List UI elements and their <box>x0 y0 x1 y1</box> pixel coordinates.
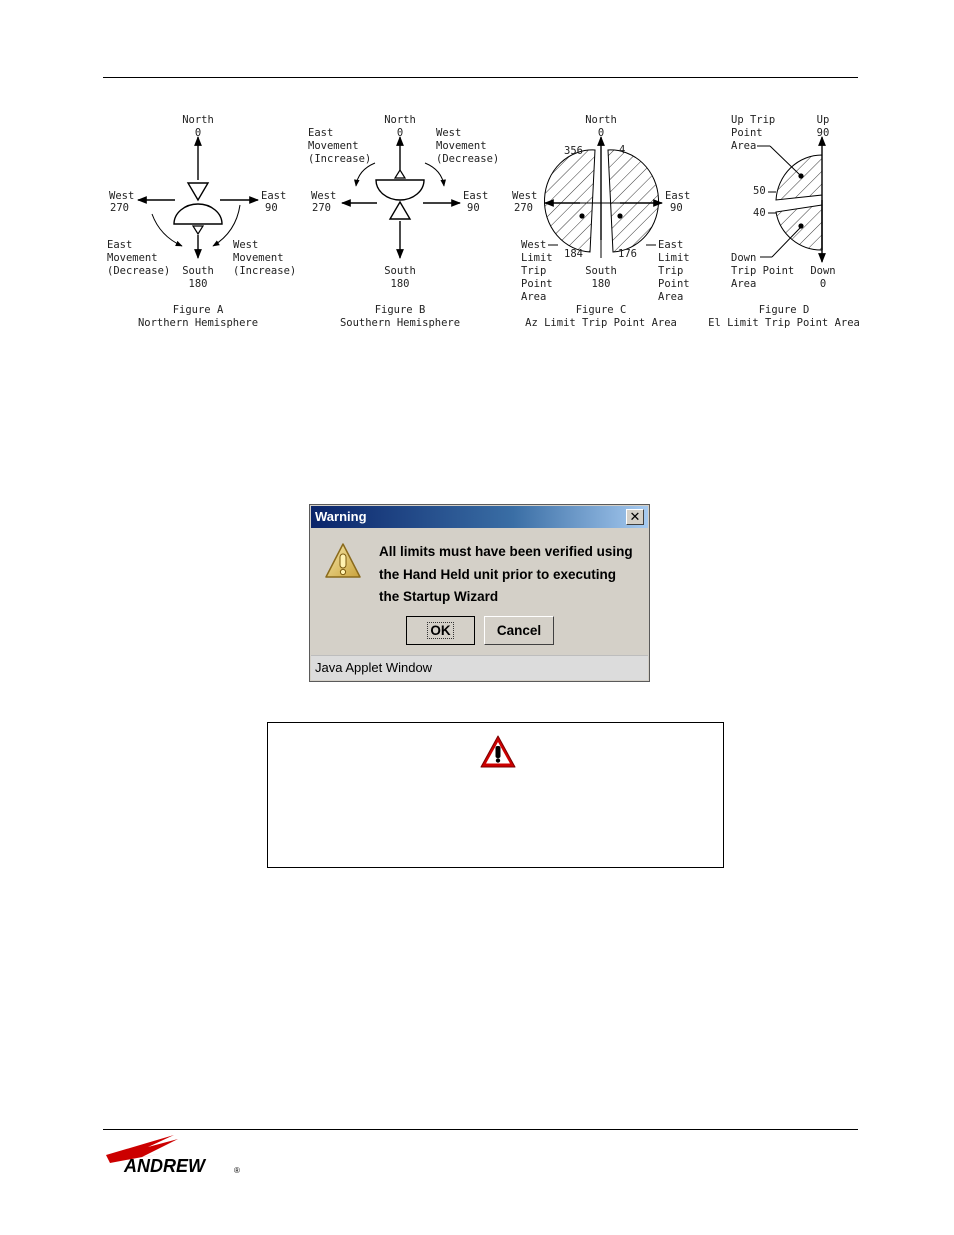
fig-c-west-limit-3: Trip <box>521 265 547 277</box>
fig-c-west-val: 270 <box>514 202 533 214</box>
logo-registered-mark: ® <box>234 1166 240 1175</box>
fig-a-east-move-2: Movement <box>107 252 158 264</box>
fig-c-west-limit-5: Area <box>521 291 547 303</box>
fig-c-east: East <box>665 190 691 202</box>
fig-d-up-trip-2: Point <box>731 127 763 139</box>
az-el-figures <box>0 0 954 340</box>
fig-a-west-move-1: West <box>233 239 259 251</box>
fig-b-north-val: 0 <box>396 127 404 139</box>
fig-a-east-val: 90 <box>265 202 278 214</box>
fig-d-down-trip-2: Trip Point <box>731 265 795 277</box>
fig-a-east: East <box>261 190 287 202</box>
fig-d-caption-2: El Limit Trip Point Area <box>708 317 860 329</box>
andrew-logo <box>104 1133 249 1178</box>
fig-a-south: South <box>182 265 214 277</box>
cancel-button[interactable] <box>484 616 554 645</box>
fig-d-caption-1: Figure D <box>758 304 810 316</box>
fig-b-caption-2: Southern Hemisphere <box>339 317 461 329</box>
fig-a-west-move-3: (Increase) <box>233 265 297 277</box>
fig-c-west: West <box>512 190 538 202</box>
fig-a-north-val: 0 <box>194 127 202 139</box>
fig-d-down-trip-3: Area <box>731 278 757 290</box>
fig-a-east-move-1: East <box>107 239 133 251</box>
fig-b-east-move-3: (Increase) <box>308 153 372 165</box>
fig-c-east-val: 90 <box>670 202 683 214</box>
figure-a <box>107 114 296 329</box>
fig-d-40: 40 <box>753 207 766 219</box>
close-icon: ✕ <box>629 509 641 524</box>
figure-c <box>512 114 690 329</box>
fig-c-356: 356 <box>564 145 583 157</box>
fig-b-west-move-3: (Decrease) <box>436 153 500 165</box>
figure-d <box>708 114 860 329</box>
fig-a-north: North <box>182 114 214 126</box>
cancel-button-label: Cancel <box>496 623 542 638</box>
fig-b-west-val: 270 <box>312 202 331 214</box>
fig-b-west: West <box>311 190 337 202</box>
applet-footer <box>311 655 648 680</box>
dialog-message <box>379 541 644 609</box>
fig-a-caption-2: Northern Hemisphere <box>137 317 259 329</box>
fig-a-west-move-2: Movement <box>233 252 284 264</box>
fig-d-50: 50 <box>753 185 766 197</box>
fig-a-west-val: 270 <box>110 202 129 214</box>
fig-a-south-val: 180 <box>188 278 208 290</box>
fig-a-caption-1: Figure A <box>172 304 224 316</box>
fig-c-east-limit-2: Limit <box>658 252 690 264</box>
fig-c-east-limit-1: East <box>658 239 684 251</box>
fig-c-south: South <box>585 265 617 277</box>
dialog-title: Warning <box>315 509 367 524</box>
fig-c-west-limit-2: Limit <box>521 252 553 264</box>
fig-b-east-val: 90 <box>467 202 480 214</box>
fig-b-south: South <box>384 265 416 277</box>
fig-d-up-val: 90 <box>816 127 830 139</box>
fig-c-184: 184 <box>564 248 583 260</box>
fig-c-caption-1: Figure C <box>575 304 627 316</box>
dialog-titlebar[interactable] <box>311 506 648 528</box>
fig-c-east-limit-5: Area <box>658 291 684 303</box>
logo-text: ANDREW <box>124 1156 205 1176</box>
fig-b-east-move-2: Movement <box>308 140 359 152</box>
fig-c-caption-2: Az Limit Trip Point Area <box>525 317 677 329</box>
fig-c-east-limit-4: Point <box>658 278 690 290</box>
ok-button-label: OK <box>427 622 453 639</box>
footer-rule <box>103 1129 858 1130</box>
fig-d-down: Down <box>810 265 836 277</box>
applet-footer-text: Java Applet Window <box>315 660 433 675</box>
fig-b-south-val: 180 <box>390 278 410 290</box>
fig-b-east-move-1: East <box>308 127 334 139</box>
fig-b-north: North <box>384 114 416 126</box>
fig-c-south-val: 180 <box>591 278 611 290</box>
fig-b-west-move-1: West <box>436 127 462 139</box>
fig-b-caption-1: Figure B <box>374 304 426 316</box>
fig-b-west-move-2: Movement <box>436 140 487 152</box>
fig-d-up-trip-1: Up Trip <box>731 114 776 126</box>
fig-d-up-trip-3: Area <box>731 140 757 152</box>
close-button[interactable] <box>626 509 644 525</box>
dialog-message-line-2: the Hand Held unit prior to executing <box>379 566 617 582</box>
fig-d-down-val: 0 <box>819 278 827 290</box>
fig-c-west-limit-1: West <box>521 239 547 251</box>
fig-d-down-trip-1: Down <box>731 252 757 264</box>
dialog-message-line-3: the Startup Wizard <box>379 589 499 604</box>
warning-triangle-icon <box>323 541 363 581</box>
ok-button[interactable] <box>406 616 475 645</box>
fig-c-east-limit-3: Trip <box>658 265 684 277</box>
dialog-message-line-1: All limits must have been verified using <box>379 544 633 559</box>
warning-dialog <box>309 504 650 682</box>
fig-d-up: Up <box>816 114 830 126</box>
fig-a-east-move-3: (Decrease) <box>107 265 171 277</box>
fig-c-north-val: 0 <box>597 127 605 139</box>
fig-c-west-limit-4: Point <box>521 278 553 290</box>
caution-box <box>267 722 724 868</box>
fig-c-north: North <box>585 114 617 126</box>
caution-exclamation-icon <box>479 734 517 770</box>
fig-b-east: East <box>463 190 489 202</box>
fig-a-west: West <box>109 190 135 202</box>
fig-c-4: 4 <box>619 144 626 156</box>
figure-b <box>308 114 499 329</box>
fig-c-176: 176 <box>618 248 637 260</box>
